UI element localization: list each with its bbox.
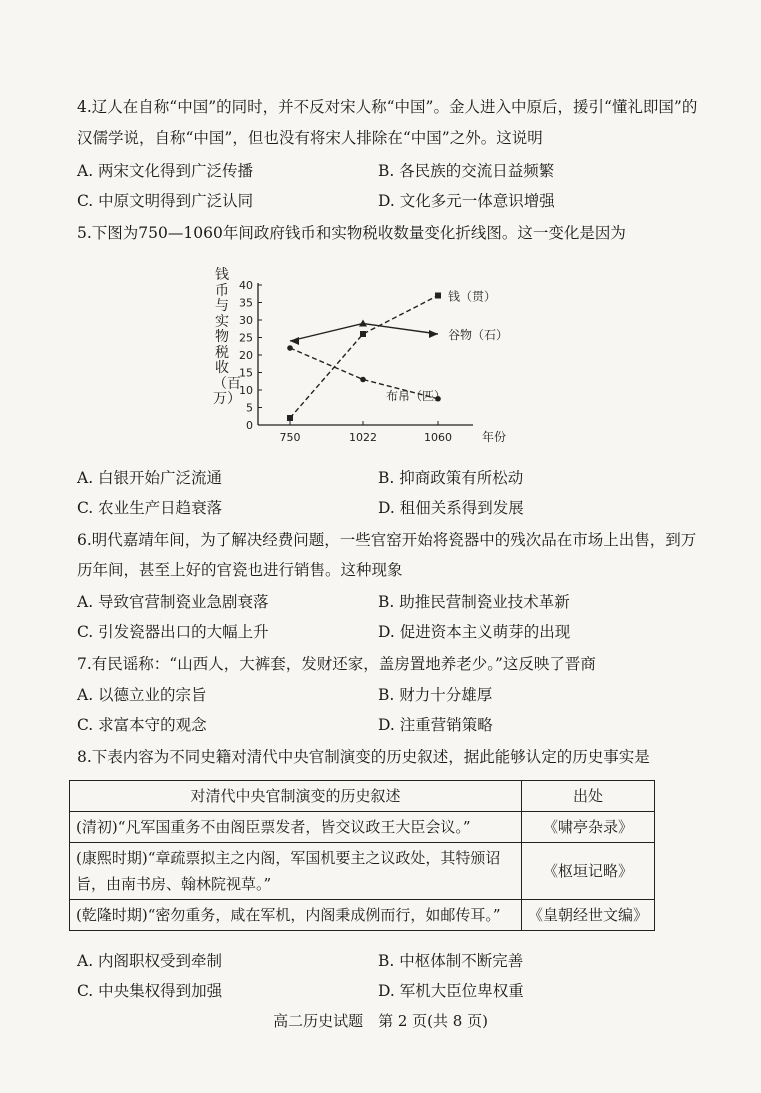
q6-option-d[interactable]: D. 促进资本主义萌芽的出现: [378, 623, 571, 641]
q6-option-b[interactable]: B. 助推民营制瓷业技术革新: [378, 593, 570, 611]
series-label: 钱（贯）: [448, 289, 497, 304]
table-cell-narrative: (乾隆时期)“密勿重务，咸在军机，内阁秉成例而行，如邮传耳。”: [70, 900, 522, 931]
q4-stem-line1: 4.辽人在自称“中国”的同时，并不反对宋人称“中国”。金人进入中原后，援引“懂礼即国”的: [77, 98, 698, 116]
table-row: [70, 843, 655, 900]
q5-option-c[interactable]: C. 农业生产日趋衰落: [77, 499, 223, 517]
q6-stem-line1: 6.明代嘉靖年间，为了解决经费问题，一些官窑开始将瓷器中的残次品在市场上出售，到万: [77, 531, 697, 549]
history-source-table: [69, 780, 655, 931]
q7-option-b[interactable]: B. 财力十分雄厚: [378, 686, 493, 704]
y-tick-label: 20: [239, 349, 253, 362]
q4-option-c[interactable]: C. 中原文明得到广泛认同: [77, 192, 254, 210]
data-point-dot: [287, 345, 293, 351]
y-label-char: 万）: [213, 391, 241, 407]
table-row: [70, 900, 655, 931]
q8-option-c[interactable]: C. 中央集权得到加强: [77, 982, 223, 1000]
q5-option-a[interactable]: A. 白银开始广泛流通: [77, 469, 223, 487]
chart-svg: [205, 262, 525, 452]
q7-stem: 7.有民谣称：“山西人，大裤套，发财还家，盖房置地养老少。”这反映了晋商: [77, 655, 596, 673]
q4-option-d[interactable]: D. 文化多元一体意识增强: [378, 192, 555, 210]
q4-option-b[interactable]: B. 各民族的交流日益频繁: [378, 162, 555, 180]
q8-option-d[interactable]: D. 军机大臣位卑权重: [378, 982, 524, 1000]
table-header-row: [70, 781, 655, 812]
q8-stem: 8.下表内容为不同史籍对清代中央官制演变的历史叙述，据此能够认定的历史事实是: [77, 748, 650, 766]
y-label-char: 钱: [215, 267, 229, 283]
table-header-narrative: 对清代中央官制演变的历史叙述: [70, 781, 522, 812]
q6-option-a[interactable]: A. 导致官营制瓷业急剧衰落: [77, 593, 269, 611]
y-label-char: 币: [215, 282, 229, 299]
series-label: 谷物（石）: [448, 328, 509, 342]
table-row: [70, 812, 655, 843]
table-cell-narrative: [70, 843, 522, 900]
tax-line-chart: [205, 262, 525, 452]
data-point-arrow: [359, 320, 367, 327]
q8-option-b[interactable]: B. 中枢体制不断完善: [378, 952, 524, 970]
data-point-dot: [360, 377, 366, 383]
y-tick-label: 5: [246, 401, 253, 415]
x-tick-label: 1060: [424, 431, 452, 444]
y-label-char: 收: [215, 360, 229, 376]
data-point-arrow: [290, 337, 299, 345]
x-tick-label: 1022: [349, 431, 377, 444]
y-label-char: 物: [215, 329, 229, 345]
q5-option-b[interactable]: B. 抑商政策有所松动: [378, 469, 524, 487]
table-cell-narrative: (清初)“凡军国重务不由阁臣票发者，皆交议政王大臣会议。”: [70, 812, 522, 843]
page-footer: 高二历史试题 第 2 页(共 8 页): [273, 1012, 488, 1030]
q5-stem: 5.下图为750—1060年间政府钱币和实物税收数量变化折线图。这一变化是因为: [77, 224, 626, 242]
y-tick-label: 10: [239, 384, 253, 397]
narrative-line: (康熙时期)“章疏票拟主之内阁，军国机要主之议政处，其特颁诏: [76, 849, 501, 867]
q7-option-d[interactable]: D. 注重营销策略: [378, 716, 493, 734]
narrative-line: 旨，由南书房、翰林院视草。”: [76, 875, 272, 893]
y-tick-label: 15: [239, 366, 253, 380]
q5-option-d[interactable]: D. 租佃关系得到发展: [378, 499, 524, 517]
q4-option-a[interactable]: A. 两宋文化得到广泛传播: [77, 162, 254, 180]
series-label: 布帛（匹）: [386, 388, 447, 403]
x-axis-label: 年份: [482, 430, 507, 444]
table-header-source: 出处: [521, 781, 654, 812]
data-point-square: [360, 331, 366, 337]
y-tick-label: 35: [239, 296, 253, 310]
q6-stem-line2: 历年间，甚至上好的官瓷也进行销售。这种现象: [77, 561, 403, 579]
y-tick-label: 25: [239, 331, 253, 345]
table-cell-source: 《啸亭杂录》: [521, 812, 654, 843]
data-point-square: [287, 415, 293, 421]
q7-option-c[interactable]: C. 求富本守的观念: [77, 716, 207, 734]
y-label-char: （百: [213, 375, 241, 392]
y-tick-label: 40: [239, 279, 253, 292]
x-tick-label: 750: [279, 431, 301, 444]
y-tick-label: 30: [239, 314, 253, 327]
q6-option-c[interactable]: C. 引发瓷器出口的大幅上升: [77, 623, 269, 641]
y-label-char: 税: [215, 344, 229, 361]
y-label-char: 实: [215, 313, 229, 330]
q7-option-a[interactable]: A. 以德立业的宗旨: [77, 686, 207, 704]
q4-stem-line2: 汉儒学说，自称“中国”，但也没有将宋人排除在“中国”之外。这说明: [77, 129, 543, 147]
q8-option-a[interactable]: A. 内阁职权受到牵制: [77, 952, 223, 970]
table-cell-source: 《皇朝经世文编》: [521, 900, 654, 931]
data-point-arrow: [429, 330, 438, 338]
data-point-square: [435, 293, 441, 299]
table-cell-source: 《枢垣记略》: [521, 843, 654, 900]
y-label-char: 与: [215, 298, 229, 314]
y-tick-label: 0: [246, 419, 253, 432]
